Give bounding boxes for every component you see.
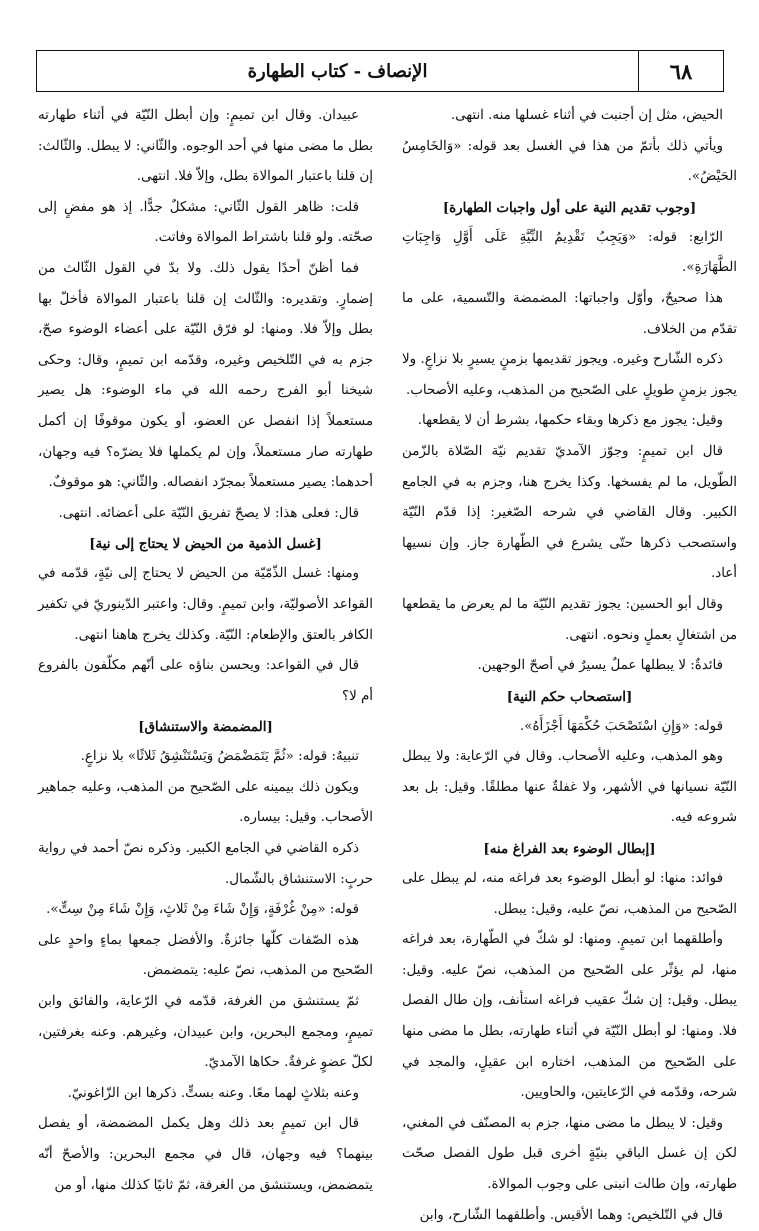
paragraph: قال: فعلى هذا: لا يصحّ تفريق النّيّة على أعضائه. انتهى. (58, 505, 359, 521)
page-header (36, 50, 724, 92)
right-text-column (402, 101, 737, 1223)
running-title: الإنصاف - كتاب الطهارة (247, 60, 428, 82)
paragraph: عبيدان. وقال ابن تميمٍ: وإن أبطل النّيّة في أثناء طهارته بطل ما مضى منها في أحد الوجوه. والثّاني: لا يبطل. والثّالث: إن قلنا باعتبار الموالاة بطل، وإلاّ فلا. انتهى. (38, 108, 373, 185)
section-heading: [المضمضة والاستنشاق] (138, 719, 273, 736)
left-text-column (38, 101, 373, 1193)
paragraph: فائدةٌ: لا يبطلها عملٌ يسيرٌ في أصحّ الوجهين. (477, 658, 723, 674)
section-heading-text: غسل الذمية من الحيض لا يحتاج إلى نية (95, 536, 316, 553)
paragraph: ويأتي ذلك بأتمّ من هذا في الغسل بعد قوله: «وَالخَامِسُ الحَيْضُ». (402, 138, 737, 185)
paragraph: ويكون ذلك بيمينه على الصّحيح من المذهب، وعليه جماهير الأصحاب. وقيل: بيساره. (38, 779, 373, 826)
paragraph: هذا صحيحٌ، وأوّل واجباتها: المضمضة والتّسمية، على ما تقدّم من الخلاف. (402, 290, 737, 337)
section-heading-text: إبطال الوضوء بعد الفراغ منه (489, 841, 650, 858)
paragraph: قوله: «وَإِنِ اسْتَصْحَبَ حُكْمَهَا أَجْزَأَهُ». (520, 718, 723, 734)
paragraph: ثمّ يستنشق من الغرفة، قدّمه في الرّعاية، والفائق وابن تميمٍ، ومجمع البحرين، وابن عبيدان، وغيرهم. وعنه بغرفتين، لكلّ عضوٍ غرفةٌ. حكاها الآمديّ. (38, 994, 373, 1071)
paragraph: وأطلقهما ابن تميمٍ. ومنها: لو شكّ في الطّهارة، بعد فراغه منها، لم يؤثّر على الصّحيح من المذهب، نصّ عليه. وقيل: يبطل. وقيل: إن شكّ عقيب فراغه استأنف، وإن طال الفصل فلا. ومنها: لو أبطل النّيّة في أثناء طهارته، بطل ما مضى منها على الصّحيح من المذهب، اختاره ابن عقيلٍ، والمجد في شرحه، وقدّمه في الرّعايتين، والحاويين. (402, 932, 737, 1101)
paragraph: وهو المذهب، وعليه الأصحاب. وقال في الرّعاية: ولا يبطل النّيّة نسيانها في الأشهر، ولا غفلةٌ عنها مطلقًا. وقيل: بل بعد شروعه فيه. (402, 749, 737, 826)
paragraph: قال ابن تميمٍ: وجوّز الآمديّ تقديم نيّة الصّلاة بالزّمن الطّويل، ما لم يفسخها. وكذا يخرج هنا، وجزم به في الجامع الكبير. وقال القاضي في شرحه الصّغير: إذا قدّم النّيّة واستصحب ذكرها حتّى يشرع في الطّهارة جاز. وإن نسيها أعاد. (402, 443, 737, 582)
section-heading-text: المضمضة والاستنشاق (144, 719, 267, 736)
section-heading: [وجوب تقديم النية على أول واجبات الطهارة] (442, 199, 697, 216)
section-heading: [استصحاب حكم النية] (506, 688, 633, 705)
paragraph: هذه الصّفات كلّها جائزةٌ. والأفضل جمعها بماءٍ واحدٍ على الصّحيح من المذهب، نصّ عليه: يتمضمض. (38, 932, 373, 979)
paragraph: وقال أبو الحسين: يجوز تقديم النّيّة ما لم يعرض ما يقطعها من اشتغالٍ بعملٍ ونحوه. انتهى. (402, 596, 737, 643)
paragraph: الحيض، مثل إن أجنبت في أثناء غسلها منه. انتهى. (450, 108, 723, 123)
section-heading-text: استصحاب حكم النية (513, 688, 626, 705)
paragraph: قال في القواعد: ويحسن بناؤه على أنّهم مكلّفون بالفروع أم لا؟ (38, 658, 373, 704)
section-heading-text: وجوب تقديم النية على أول واجبات الطهارة (449, 199, 690, 216)
paragraph: قلت: ظاهر القول الثّاني: مشكلٌ جدًّا. إذ هو مفضٍ إلى صحّته. ولو قلنا باشتراط الموالاة وفاتت. (38, 199, 373, 246)
paragraph: ومنها: غسل الذّمّيّة من الحيض لا يحتاج إلى نيّةٍ، قدّمه في القواعد الأصوليّة، وابن تميمٍ. وقال: واعتبر الدّينوريّ في تكفير الكافر بالعتق والإطعام: النّيّة. وكذلك يخرج هاهنا انتهى. (38, 566, 373, 643)
paragraph: وقيل: يجوز مع ذكرها وبقاء حكمها، بشرط أن لا يقطعها. (417, 413, 723, 429)
paragraph: قال في التّلخيص: وهما الأقيس. وأطلقهما الشّارح، وابن (419, 1207, 723, 1223)
paragraph: ذكره الشّارح وغيره. ويجوز تقديمها بزمنٍ يسيرٍ بلا نزاعٍ. ولا يجوز بزمنٍ طويلٍ على الصّحيح من المذهب، وعليه الأصحاب. (402, 352, 737, 398)
paragraph: قال ابن تميمٍ بعد ذلك وهل يكمل المضمضة، أو يفصل بينهما؟ فيه وجهان، قال في مجمع البحرين: والأصحّ أنّه يتمضمض، ويستنشق من الغرفة، ثمّ ثانيًا كذلك منها، أو من (38, 1116, 373, 1193)
paragraph: قوله: «مِنْ غُرْفَةٍ، وَإِنْ شَاءَ مِنْ ثَلاثٍ، وَإِنْ شَاءَ مِنْ سِتٍّ». (46, 902, 359, 918)
paragraph: تنبيهٌ: قوله: «ثُمَّ يَتَمَضْمَضُ وَيَسْتَنْشِقُ ثَلاثًا» بلا نزاعٍ. (80, 749, 359, 765)
paragraph: وقيل: لا يبطل ما مضى منها، جزم به المصنّف في المغني، لكن إن غسل الباقي بنيّةٍ أخرى قبل طول الفصل صحّت طهارته، وإن طالت انبنى على وجوب الموالاة. (402, 1115, 737, 1192)
section-heading: [إبطال الوضوء بعد الفراغ منه] (483, 841, 656, 858)
paragraph: ذكره القاضي في الجامع الكبير. وذكره نصّ أحمد في رواية حربٍ: الاستنشاق بالشّمال. (38, 841, 373, 887)
paragraph: الرّابع: قوله: «وَيَجِبُ تَقْدِيمُ النِّيَّةِ عَلَى أَوَّلِ وَاجِبَاتِ الطَّهَارَةِ». (402, 229, 737, 276)
section-heading: [غسل الذمية من الحيض لا يحتاج إلى نية] (89, 536, 322, 553)
paragraph: فوائد: منها: لو أبطل الوضوء بعد فراغه منه، لم يبطل على الصّحيح من المذهب، نصّ عليه، وقيل: يبطل. (402, 871, 737, 917)
paragraph: فما أظنّ أحدًا يقول ذلك. ولا بدّ في القول الثّالث من إضمارٍ. وتقديره: والثّالث إن قلنا باعتبار الموالاة فأخلّ بها بطل وإلاّ فلا. ومنها: لو فرّق النّيّة على أعضاء الوضوء صحّ، جزم به في التّلخيص وغيره، وقدّمه ابن تميمٍ، وقال: وحكى شيخنا أبو الفرج رحمه الله في ماء الوضوء: هل يصير مستعملاً إذا انفصل عن العضو، أو يكون موقوفًا إن أكمل طهارته صار مستعملاً، وإن لم يكملها فلا يضرّه؟ فيه وجهان، أحدهما: يصير مستعملاً بمجرّد انفصاله. والثّاني: هو موقوفٌ. (38, 260, 373, 491)
page-number: ٦٨ (638, 51, 723, 91)
paragraph: وعنه بثلاثٍ لهما معًا. وعنه بستٍّ. ذكرها ابن الزّاغونيّ. (67, 1085, 359, 1101)
